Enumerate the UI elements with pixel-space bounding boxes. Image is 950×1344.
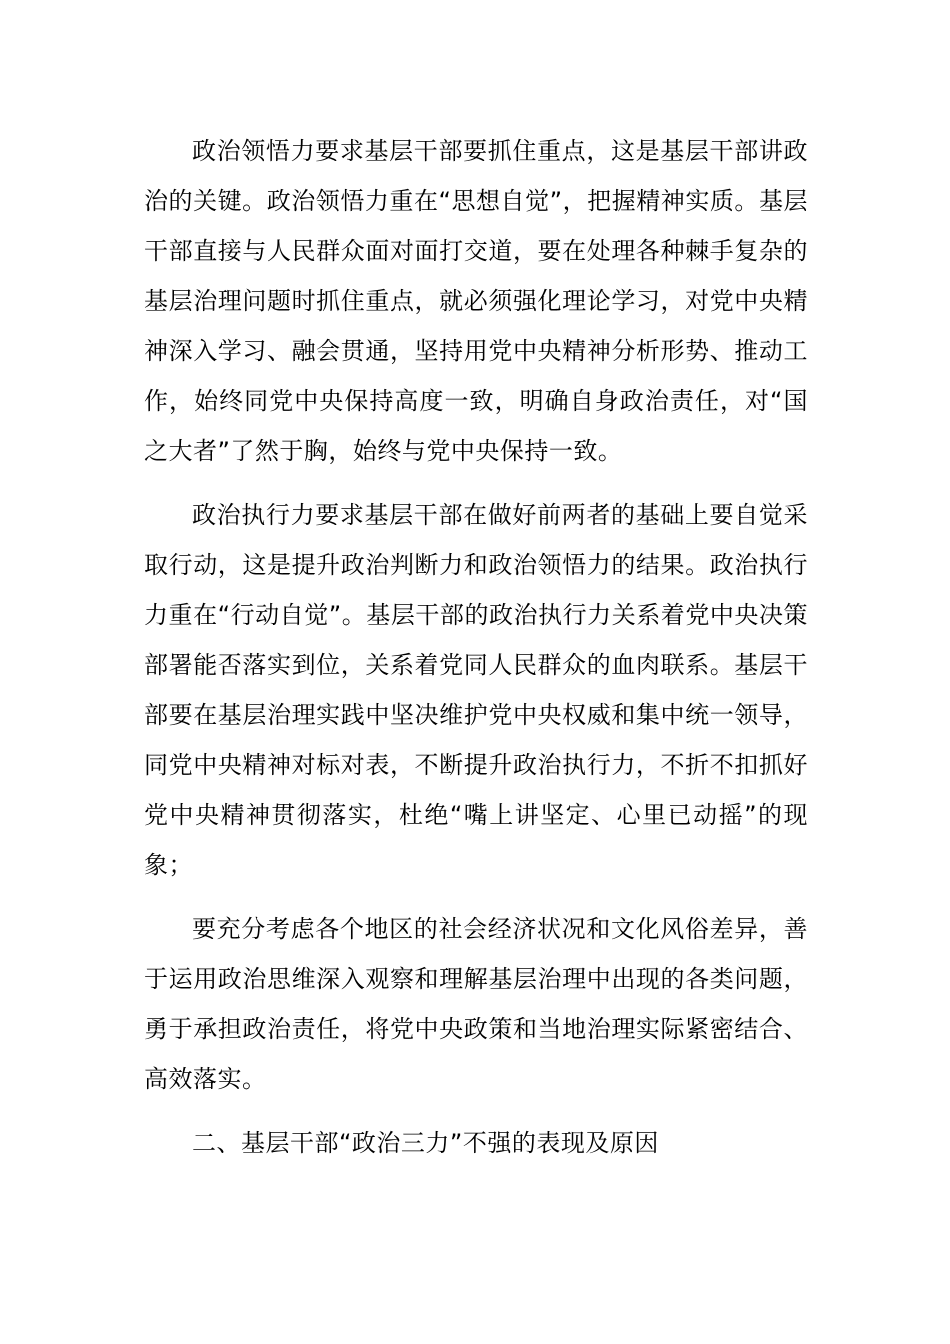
- document-page: [144, 126, 808, 1168]
- paragraph-political-comprehension: 政治领悟力要求基层干部要抓住重点，这是基层干部讲政治的关键。政治领悟力重在“思想自觉”，把握精神实质。基层干部直接与人民群众面对面打交道，要在处理各种棘手复杂的基层治理问题时抓住重点，就必须强化理论学习，对党中央精神深入学习、融会贯通，坚持用党中央精神分析形势、推动工作，始终同党中央保持高度一致，明确自身政治责任，对“国之大者”了然于胸，始终与党中央保持一致。: [144, 137, 808, 465]
- paragraph-local-conditions: 要充分考虑各个地区的社会经济状况和文化风俗差异，善于运用政治思维深入观察和理解基层治理中出现的各类问题，勇于承担政治责任，将党中央政策和当地治理实际紧密结合、高效落实。: [144, 915, 808, 1093]
- paragraph-political-execution: 政治执行力要求基层干部在做好前两者的基础上要自觉采取行动，这是提升政治判断力和政治领悟力的结果。政治执行力重在“行动自觉”。基层干部的政治执行力关系着党中央决策部署能否落实到位，关系着党同人民群众的血肉联系。基层干部要在基层治理实践中坚决维护党中央权威和集中统一领导，同党中央精神对标对表，不断提升政治执行力，不折不扣抓好党中央精神贯彻落实，杜绝“嘴上讲坚定、心里已动摇”的现象；: [144, 501, 808, 879]
- section-heading-two: 二、基层干部“政治三力”不强的表现及原因: [192, 1129, 659, 1157]
